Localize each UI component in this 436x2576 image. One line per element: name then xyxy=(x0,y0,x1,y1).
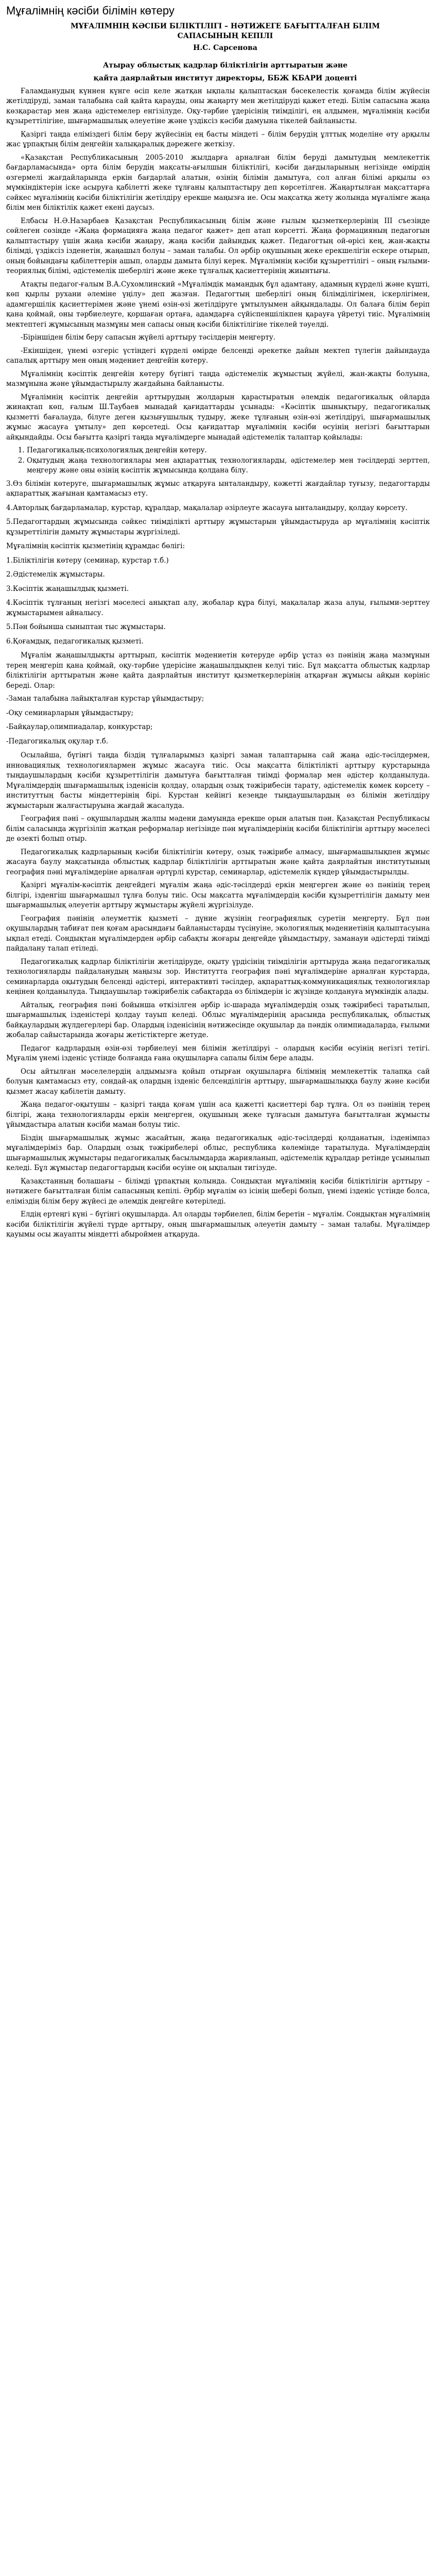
paragraph: «Қазақстан Республикасының 2005-2010 жылдарға арналған білім беруді дамытудың мемлекеттік бағдарламасында» орта білім берудің мақсаты-ағылшын біліктілігі, кәсіби дағдыларының негізінде өмірдің өзгермелі жағдайларында еркін бағдарлай алатын, өзінің білімін дамытуға, сол алған білімі арқылы өз мүмкіндіктерін іске асыруға қабілетті жеке тұлғаны қалыптастыру деп көрсетілген. Жаңартылған мақсаттарға сәйкес мұғалімнің кәсіби біліктілігін жетілдіру ерекше маңызға ие. Осы мақсатқа жету жолында мұғалімге жаңа білім мен біліктілік қажет екені даусыз. xyxy=(6,153,430,212)
paragraph: География пәні – оқушылардың жалпы мәдени дамуында ерекше орын алатын пән. Қазақстан Республикасы білім саласында жүргізіліп жатқан реформалар негізінде пән мұғалімдерінің кәсіби біліктілігін арттыру мәселесі де өзекті болып отыр. xyxy=(6,815,430,843)
paragraph: Осылайша, бүгінгі таңда біздің тұлғаларымыз қазіргі заман талаптарына сай жаңа әдіс-тәсілдермен, инновациялық технологиялармен жұмыс жасауға тиіс. Осы мақсатта біліктілікті арттыру курстарында тыңдаушылардың кәсіби құзыреттілігін дамытуға бағытталған тиімді формалар мен әдістер қолданылуда. Мұғалімдердің шығармашылық ізденісін қолдау, олардың озық тәжірибесін тарату, әдістемелік көмек көрсету – институттың басты міндеттерінің бірі. Курстан кейінгі кезеңде тыңдаушылардың өз білімін жетілдіру жұмыстарын жалғастыруына жағдай жасалуда. xyxy=(6,751,430,810)
list-item: 3.Кәсіптік жаңашылдық қызметі. xyxy=(6,584,129,593)
paragraph: Атақты педагог-ғалым В.А.Сухомлинский «Мұғалімдік мамандық бұл адамтану, адамның күрделі және күшті, көп қырлы рухани әлеміне үңілу» деп жазған. Педагогтың шеберлігі оның білімділігімен, іскерлігімен, адамгершілік қасиеттерімен және үнемі өзін-өзі жетілдіруге ұмтылуымен айқындалады. Ол балаға білім беріп қана қоймай, оны тәрбиелеуге, қоршаған ортаға, адамдарға сүйіспеншілікпен қарауға үйретуі тиіс. Мұғалімнің мектептегі жұмысының мазмұны мен сапасы оның кәсіби біліктілігіне тікелей тәуелді. xyxy=(6,280,430,329)
numbered-items xyxy=(6,479,430,538)
body-section-b xyxy=(6,651,430,691)
paragraph: География пәнінің әлеуметтік қызметі – дүние жүзінің географиялық суретін меңгерту. Бұл пән оқушылардың табиғат пен қоғам арасындағы байланыстарды түсінуіне, экологиялық мәдениетінің қалыптасуына ықпал етеді. Сондықтан мұғалімдерден әрбір сабақты жоғары деңгейде ұйымдастыру, заманауи әдістерді тиімді пайдалану талап етіледі. xyxy=(6,914,430,953)
body-section-d xyxy=(6,1100,430,1240)
paragraph: Осы айтылған мәселелердің алдымызға қойып отырған оқушыларға білімнің мемлекеттік талапқа сай болуын қамтамасыз ету, сондай-ақ олардың ізденіс белсенділігін арттыру, шығармашылыққа баулу және кәсіби қызмет жасау қабілетін дамыту. xyxy=(6,1067,430,1096)
article-subtitle-line1: МҰҒАЛІМНІҢ КӘСІБИ БІЛІКТІЛІГІ – НӘТИЖЕГЕ БАҒЫТТАЛҒАН БІЛІМ xyxy=(71,22,380,30)
body-section-c xyxy=(6,751,430,1097)
paragraph: -Біріншіден білім беру сапасын жүйелі арттыру тәсілдерін меңгерту. xyxy=(21,333,276,342)
numbered-item: 4.Авторлық бағдарламалар, курстар, құралдар, мақалалар әзірлеуге жасауға ынталандыру, қолдау көрсету. xyxy=(6,503,408,512)
list-item: -Оқу семинарларын ұйымдастыру; xyxy=(6,708,134,717)
list-item: 4.Кәсіптік тұлғаның негізгі мәселесі анықтап алу, жобалар құра білуі, мақалалар жаза алуы, ғылыми-зерттеу жұмыстарымен айналысу. xyxy=(6,599,430,617)
forms-list xyxy=(6,556,430,647)
list-item: 5.Пән бойынша сыныптан тыс жұмыстары. xyxy=(6,623,166,631)
forms-intro: Мұғалімнің кәсіптік қызметінің құрамдас бөлігі: xyxy=(6,542,185,550)
paragraph: Біздің шығармашылық жұмыс жасайтын, жаңа педагогикалық әдіс-тәсілдерді қолданатын, ізденімпаз мұғалімдеріміз бар. Олардың озық тәжірибелері облыс, республика көлемінде таратылуда. Мұғалімдердің шығармашылық жұмыстары педагогикалық басылымдарда жарияланып, әдістемелік құралдар ретінде ұсынылып келеді. Бұл жұмыстар педагогтардың кәсіби өсуіне оң ықпалын тигізуде. xyxy=(6,1133,430,1172)
numbered-item: 3.Өз білімін көтеруге, шығармашылық жұмыс атқаруға ынталандыру, кәжетті жағдайлар туғызу, педагогтарды ақпараттық жағынан қамтамасыз ету. xyxy=(6,479,430,498)
paragraph: Педагог кадрлардың өзін-өзі тәрбиелеуі мен білімін жетілдіруі – олардың кәсіби өсуінің негізгі тетігі. Мұғалім үнемі ізденіс үстінде болғанда ғана оқушыларға сапалы білім бере алады. xyxy=(6,1044,430,1062)
paragraph: -Екіншіден, үнемі өзгеріс үстіндегі күрделі өмірде белсенді әрекетке дайын мектеп түлегін дайындауда сапалық арттыру мен оның мәдениет деңгейін көтеру. xyxy=(6,346,430,365)
paragraph: Мұғалімнің кәсіптік деңгейін арттырудың жолдарын қарастыратын әлемдік педагогикалық ойларда жинақтап көп, ғалым Ш.Таубаев мынадай қағидаттарды ұсынады: «Кәсіптік шынықтыру, педагогикалық қызметті бағалауда, білуге деген қызығушылық тудыру, жеке тұлғаның өзін-өзі жетілдіруі, шығармашылық жұмыс жасауға ұмтылу» деп көрсетеді. Осы қағидаттар мұғалімнің кәсіби өсуінің негізгі бағыттарын айқындайды. Осы бағытта қазіргі таңда мұғалімдерге мынадай әдістемелік талаптар қойылады: xyxy=(6,393,430,442)
list-item: -Байқаулар,олимпиадалар, конкурстар; xyxy=(6,723,153,731)
numbered-item: 5.Педагогтардың жұмысында сәйкес тиімділікті арттыру жұмыстарын ұйымдастыруда ар мұғалімнің кәсіптік құзыреттілігін дамыту жұмыстары жүргізіледі. xyxy=(6,518,430,536)
list-item: -Педагогикалық оқулар т.б. xyxy=(6,737,109,745)
paragraph: Педагогикалық кадрларының кәсіби біліктілігін көтеру, озық тәжірибе алмасу, шығармашылықпен жұмыс жасауға баулу мақсатында облыстық кадрлар біліктілігін арттыратын және қайта даярлайтын институтының география пәні мұғалімдеріне арналған әртүрлі курстар, семинарлар, әдістемелік күндер ұйымдастырылды. xyxy=(6,848,430,876)
list-item: 1. Педагогикалық-психологиялық деңгейін көтеру. xyxy=(27,446,430,456)
list-item: -Заман талабына лайықталған курстар ұйымдастыру; xyxy=(6,694,204,703)
paragraph: Ғаламданудың күннен күнге өсіп келе жатқан ықпалы қалыптасқан бәсекелестік қоғамда білім жүйесін жетілдіруді, заман талабына сай қайта қарауды, оны жаңарту мен жетілдіруді қажет етеді. Білім сапасына жаңа көзқарастар мен жаңа әдістемелер енгізілуде. Оқу-тәрбие үдерісінің тиімділігі, ең алдымен, мұғалімнің кәсіби құзыреттілігіне, шығармашылық әлеуетіне және үздіксіз кәсіби дамуына тікелей байланысты. xyxy=(6,87,430,125)
article-page xyxy=(3,0,433,1253)
list-item: 2.Әдістемелік жұмыстары. xyxy=(6,570,105,579)
page-title: Мұғалімнің кәсіби білімін көтеру xyxy=(6,4,175,17)
paragraph: Қазіргі таңда еліміздегі білім беру жүйесінің ең басты міндеті – білім берудің ұлттық моделіне өту арқылы жас ұрпақтың білім деңгейін халықаралық дәрежеге жеткізу. xyxy=(6,130,430,148)
institution-line1: Атырау облыстық кадрлар біліктілігін арттыратын және xyxy=(102,61,348,70)
paragraph: Елбасы Н.Ә.Назарбаев Қазақстан Республикасының білім және ғылым қызметкерлерінің III съезінде сөйлеген сөзінде «Жаңа формацияға жаңа педагог қажет» деп атап көрсетті. Жаңа формацияның педагогын қалыптастыру үшін жаңа кәсіби жаңару, жаңа кәсіби дайындық қажет. Педагогтың ой-өрісі кең, жан-жақты білімді, үздіксіз ізденетін, жаңашыл болуы – заман талабы. Ол әрбір оқушының жеке ерекшелігін ескере отырып, оның бойындағы қабілеттерін ашып, оларды дамыта білуі керек. Мұғалімнің кәсіби құзыреттілігі – оның ғылыми-теориялық білімі, әдістемелік шеберлігі және жеке тұлғалық қасиеттерінің жиынтығы. xyxy=(6,216,430,275)
dash-list xyxy=(6,694,430,747)
paragraph: Мұғалімнің кәсіптік деңгейін көтеру бүгінгі таңда әдістемелік жұмыстың жүйелі, жан-жақты болуына, мазмұнына және ұйымдастырылу жағдайына байланысты. xyxy=(6,369,430,388)
paragraph: Қазақстанның болашағы – білімді ұрпақтың қолында. Сондықтан мұғалімнің кәсіби біліктілігін арттыру – нәтижеге бағытталған білім сапасының кепілі. Әрбір мұғалім өз ісінің шебері болып, үнемі ізденіс үстінде болса, еліміздің білім беру жүйесі де әлемдік деңгейге көтеріледі. xyxy=(6,1177,430,1206)
paragraph: Мұғалім жаңашылдықты арттырып, кәсіптік мәдениетін көтеруде әрбір ұстаз өз пәнінің жаңа мазмұнын терең меңгеріп қана қоймай, оқу-тәрбие үдерісіне жаңашылдықпен келуі тиіс. Бұл мақсатта облыстық кадрлар біліктілігін арттыратын және қайта даярлайтын институт қызметкерлерінің атқарған жұмысы айқын көрініс береді. Олар: xyxy=(6,651,430,690)
paragraph: Педагогикалық кадрлар біліктілігін жетілдіруде, оқыту үрдісінің тиімділігін арттыруда жаңа педагогикалық технологияларды пайдаланудың маңызы зор. Институтта география пәні мұғалімдеріне арналған курстарда, семинарларда оқытудың белсенді әдістері, интерактивті тәсілдер, ақпараттық-коммуникациялық технологиялар кеңінен қолданылуда. Тыңдаушылар тәжірибелік сабақтарда өз білімдерін іс жүзінде қолдануға мүмкіндік алады. xyxy=(6,957,430,996)
list-item: 2. Оқытудың жаңа технологиялары мен ақпараттық технологияларды, әдістемелер мен тәсілдерді зерттеп, меңгеру және оны өзінің кәсіптік жұмысында қолдана білу. xyxy=(27,456,430,476)
institution-line2: қайта даярлайтын институт директоры, ББЖ КБАРИ доценті xyxy=(93,74,357,82)
numbered-list xyxy=(6,446,430,476)
paragraph: Жаңа педагог-оқытушы – қазіргі таңда қоғам үшін аса қажетті қасиеттері бар тұлға. Ол өз пәнінің терең білгірі, жаңа технологияларды еркін меңгерген, оқушының жеке тұлғасын дамытуға бағытталған жұмысты ұйымдастыра алатын кәсіби маман болуы тиіс. xyxy=(6,1100,430,1129)
list-item: 6.Қоғамдық, педагогикалық қызметі. xyxy=(6,637,144,646)
list-item: 1.Біліктілігін көтеру (семинар, курстар т.б.) xyxy=(6,556,169,565)
paragraph: Елдің ертеңгі күні – бүгінгі оқушыларда. Ал оларды тәрбиелеп, білім беретін – мұғалім. Сондықтан мұғалімнің кәсіби біліктілігін жүйелі түрде арттыру, оның шығармашылық әлеуетін дамыту – заман талабы. Мұғалімдер қауымы осы жауапты міндетті абыроймен атқаруда. xyxy=(6,1210,430,1239)
article-subtitle-line2: САПАСЫНЫҢ КЕПІЛІ xyxy=(177,32,273,40)
body-section-a xyxy=(6,87,430,443)
paragraph: Қазіргі мұғалім-кәсіптік деңгейдегі мұғалім жаңа әдіс-тәсілдерді еркін меңгерген және өз пәнінің терең білгірі, ізденгіш шығармашыл тұлға болуы тиіс. Осы мақсатта мұғалімдердің кәсіби құзыреттілігін дамыту мен шығармашылық әлеуетін арттыру жұмыстары жүйелі жүргізілуде. xyxy=(6,881,430,909)
paragraph: Айталық, география пәні бойынша өткізілген әрбір іс-шарада мұғалімдердің озық тәжірибесі таратылып, шығармашылық ізденістері қолдау тауып келеді. Облыс мұғалімдерінің арасында республикалық, облыстық байқаулардың жүлдегерлері бар. Олардың ізденісінің нәтижесінде оқушылар да пәндік олимпиадаларда, ғылыми жобалар сайыстарында жоғары жетістіктерге жетуде. xyxy=(6,1001,430,1039)
author-name: Н.С. Сарсенова xyxy=(193,44,257,52)
